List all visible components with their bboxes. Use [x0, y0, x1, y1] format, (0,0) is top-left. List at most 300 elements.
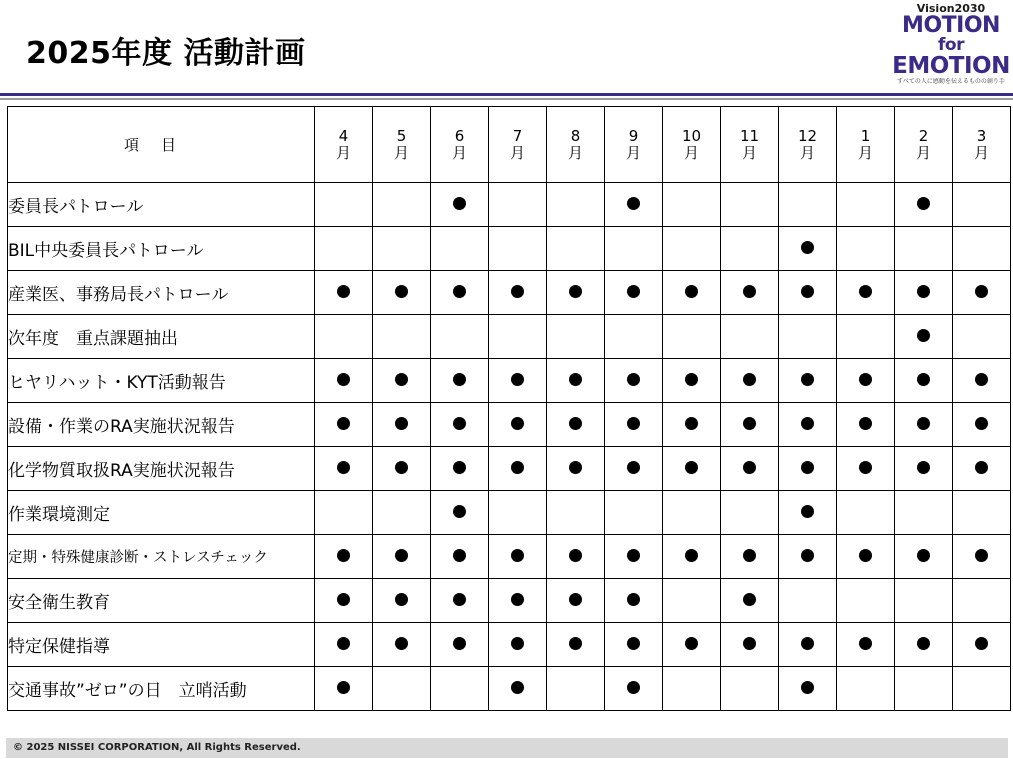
schedule-cell — [315, 271, 373, 315]
month-number: 1 — [860, 126, 871, 145]
schedule-cell — [779, 271, 837, 315]
scheduled-dot-icon — [801, 637, 814, 650]
schedule-cell — [431, 491, 489, 535]
scheduled-dot-icon — [569, 637, 582, 650]
copyright-footer: © 2025 NISSEI CORPORATION, All Rights Reserved. — [6, 738, 1008, 758]
scheduled-dot-icon — [627, 461, 640, 474]
schedule-cell — [605, 403, 663, 447]
schedule-cell — [489, 579, 547, 623]
schedule-cell — [837, 183, 895, 227]
activity-label: 交通事故”ゼロ”の日 立哨活動 — [8, 667, 315, 711]
schedule-cell — [431, 359, 489, 403]
activity-label: 化学物質取扱RA実施状況報告 — [8, 447, 315, 491]
scheduled-dot-icon — [453, 285, 466, 298]
scheduled-dot-icon — [337, 593, 350, 606]
scheduled-dot-icon — [975, 637, 988, 650]
schedule-cell — [605, 183, 663, 227]
schedule-cell — [489, 403, 547, 447]
schedule-cell — [895, 271, 953, 315]
scheduled-dot-icon — [511, 417, 524, 430]
schedule-cell — [721, 315, 779, 359]
scheduled-dot-icon — [395, 285, 408, 298]
schedule-cell — [315, 183, 373, 227]
header-divider-secondary — [0, 98, 1013, 100]
schedule-cell — [489, 227, 547, 271]
schedule-cell — [895, 447, 953, 491]
scheduled-dot-icon — [859, 373, 872, 386]
schedule-cell — [373, 535, 431, 579]
month-unit: 月 — [799, 143, 815, 162]
schedule-cell — [663, 491, 721, 535]
scheduled-dot-icon — [627, 417, 640, 430]
schedule-cell — [895, 491, 953, 535]
schedule-cell — [953, 447, 1011, 491]
schedule-cell — [953, 183, 1011, 227]
header-divider — [0, 93, 1013, 96]
scheduled-dot-icon — [743, 285, 756, 298]
table-row — [8, 667, 1011, 711]
logo-vision-text: Vision2030 — [916, 2, 986, 15]
schedule-cell — [721, 271, 779, 315]
activity-label: 定期・特殊健康診断・ストレスチェック — [8, 535, 315, 579]
schedule-cell — [895, 359, 953, 403]
scheduled-dot-icon — [917, 329, 930, 342]
schedule-cell — [489, 183, 547, 227]
schedule-cell — [547, 579, 605, 623]
schedule-cell — [837, 315, 895, 359]
month-number: 9 — [628, 126, 639, 145]
month-number: 3 — [976, 126, 987, 145]
month-unit: 月 — [683, 143, 699, 162]
table-row — [8, 183, 1011, 227]
schedule-cell — [895, 403, 953, 447]
schedule-cell — [721, 491, 779, 535]
scheduled-dot-icon — [395, 461, 408, 474]
activity-label: 産業医、事務局長パトロール — [8, 271, 315, 315]
scheduled-dot-icon — [685, 549, 698, 562]
schedule-cell — [373, 447, 431, 491]
table-header-row — [8, 107, 1011, 183]
scheduled-dot-icon — [801, 549, 814, 562]
scheduled-dot-icon — [453, 593, 466, 606]
table-row — [8, 315, 1011, 359]
scheduled-dot-icon — [743, 549, 756, 562]
logo-tagline: すべての人に感動を伝えるものの創り手 — [897, 78, 1005, 85]
month-header — [953, 107, 1011, 183]
scheduled-dot-icon — [395, 417, 408, 430]
item-column-header: 項目 — [8, 107, 315, 183]
schedule-cell — [547, 271, 605, 315]
scheduled-dot-icon — [569, 417, 582, 430]
schedule-cell — [895, 667, 953, 711]
schedule-cell — [431, 227, 489, 271]
schedule-cell — [779, 183, 837, 227]
scheduled-dot-icon — [627, 593, 640, 606]
month-unit: 月 — [973, 143, 989, 162]
scheduled-dot-icon — [627, 197, 640, 210]
scheduled-dot-icon — [453, 505, 466, 518]
month-number: 2 — [918, 126, 929, 145]
scheduled-dot-icon — [627, 549, 640, 562]
scheduled-dot-icon — [337, 637, 350, 650]
table-row — [8, 271, 1011, 315]
month-number: 7 — [512, 126, 523, 145]
scheduled-dot-icon — [859, 461, 872, 474]
month-header — [373, 107, 431, 183]
schedule-cell — [837, 667, 895, 711]
scheduled-dot-icon — [337, 549, 350, 562]
month-unit: 月 — [393, 143, 409, 162]
scheduled-dot-icon — [337, 681, 350, 694]
schedule-cell — [489, 623, 547, 667]
schedule-cell — [953, 491, 1011, 535]
table-row — [8, 535, 1011, 579]
logo-emotion-text: EMOTION — [892, 53, 1010, 79]
schedule-cell — [489, 315, 547, 359]
month-number: 8 — [570, 126, 581, 145]
scheduled-dot-icon — [337, 373, 350, 386]
schedule-cell — [663, 447, 721, 491]
schedule-cell — [663, 667, 721, 711]
schedule-cell — [779, 447, 837, 491]
month-number: 10 — [681, 126, 702, 145]
scheduled-dot-icon — [975, 373, 988, 386]
scheduled-dot-icon — [917, 549, 930, 562]
schedule-cell — [837, 623, 895, 667]
company-logo — [892, 2, 1010, 86]
schedule-cell — [547, 227, 605, 271]
scheduled-dot-icon — [511, 593, 524, 606]
schedule-cell — [315, 315, 373, 359]
scheduled-dot-icon — [337, 285, 350, 298]
schedule-cell — [779, 623, 837, 667]
schedule-cell — [605, 227, 663, 271]
scheduled-dot-icon — [511, 373, 524, 386]
schedule-cell — [953, 227, 1011, 271]
schedule-cell — [315, 491, 373, 535]
schedule-cell — [547, 183, 605, 227]
schedule-cell — [837, 579, 895, 623]
scheduled-dot-icon — [511, 461, 524, 474]
schedule-cell — [895, 183, 953, 227]
schedule-cell — [721, 227, 779, 271]
schedule-cell — [547, 403, 605, 447]
activity-label: 特定保健指導 — [8, 623, 315, 667]
schedule-cell — [315, 667, 373, 711]
schedule-cell — [315, 579, 373, 623]
month-unit: 月 — [625, 143, 641, 162]
activity-label: 作業環境測定 — [8, 491, 315, 535]
schedule-cell — [373, 667, 431, 711]
schedule-cell — [953, 271, 1011, 315]
schedule-cell — [489, 667, 547, 711]
month-header — [895, 107, 953, 183]
schedule-cell — [953, 359, 1011, 403]
page-title: 2025年度 活動計画 — [26, 36, 306, 71]
scheduled-dot-icon — [337, 417, 350, 430]
schedule-cell — [663, 227, 721, 271]
scheduled-dot-icon — [453, 373, 466, 386]
schedule-cell — [779, 491, 837, 535]
month-number: 4 — [338, 126, 349, 145]
scheduled-dot-icon — [801, 241, 814, 254]
schedule-cell — [605, 491, 663, 535]
month-unit: 月 — [335, 143, 351, 162]
scheduled-dot-icon — [975, 417, 988, 430]
schedule-cell — [895, 315, 953, 359]
logo-for-text: for — [938, 35, 964, 55]
month-header — [489, 107, 547, 183]
schedule-cell — [663, 183, 721, 227]
schedule-cell — [663, 359, 721, 403]
schedule-cell — [721, 183, 779, 227]
schedule-cell — [837, 535, 895, 579]
schedule-cell — [431, 623, 489, 667]
scheduled-dot-icon — [743, 417, 756, 430]
schedule-cell — [489, 535, 547, 579]
scheduled-dot-icon — [569, 285, 582, 298]
schedule-cell — [837, 359, 895, 403]
schedule-cell — [547, 447, 605, 491]
schedule-cell — [721, 447, 779, 491]
schedule-cell — [953, 623, 1011, 667]
schedule-cell — [373, 183, 431, 227]
scheduled-dot-icon — [511, 637, 524, 650]
schedule-cell — [315, 447, 373, 491]
scheduled-dot-icon — [453, 197, 466, 210]
schedule-cell — [605, 667, 663, 711]
scheduled-dot-icon — [453, 417, 466, 430]
month-header — [663, 107, 721, 183]
schedule-cell — [663, 315, 721, 359]
scheduled-dot-icon — [395, 549, 408, 562]
schedule-cell — [663, 403, 721, 447]
activity-plan-table — [7, 106, 1011, 711]
scheduled-dot-icon — [743, 637, 756, 650]
scheduled-dot-icon — [685, 417, 698, 430]
activity-label: 安全衛生教育 — [8, 579, 315, 623]
scheduled-dot-icon — [859, 637, 872, 650]
scheduled-dot-icon — [917, 461, 930, 474]
scheduled-dot-icon — [743, 373, 756, 386]
schedule-cell — [605, 447, 663, 491]
schedule-cell — [721, 623, 779, 667]
month-number: 6 — [454, 126, 465, 145]
schedule-cell — [489, 491, 547, 535]
schedule-cell — [547, 359, 605, 403]
schedule-cell — [663, 271, 721, 315]
schedule-cell — [547, 491, 605, 535]
scheduled-dot-icon — [685, 373, 698, 386]
schedule-cell — [373, 271, 431, 315]
table-row — [8, 579, 1011, 623]
schedule-cell — [431, 403, 489, 447]
activity-label: ヒヤリハット・KYT活動報告 — [8, 359, 315, 403]
scheduled-dot-icon — [627, 681, 640, 694]
schedule-cell — [547, 667, 605, 711]
month-header — [779, 107, 837, 183]
schedule-cell — [605, 623, 663, 667]
schedule-cell — [953, 579, 1011, 623]
schedule-cell — [315, 403, 373, 447]
scheduled-dot-icon — [859, 417, 872, 430]
scheduled-dot-icon — [685, 461, 698, 474]
schedule-cell — [837, 227, 895, 271]
scheduled-dot-icon — [627, 373, 640, 386]
scheduled-dot-icon — [801, 505, 814, 518]
scheduled-dot-icon — [395, 593, 408, 606]
activity-label: 次年度 重点課題抽出 — [8, 315, 315, 359]
schedule-cell — [663, 579, 721, 623]
schedule-cell — [373, 227, 431, 271]
schedule-cell — [431, 315, 489, 359]
schedule-cell — [373, 359, 431, 403]
scheduled-dot-icon — [975, 549, 988, 562]
schedule-cell — [895, 623, 953, 667]
schedule-cell — [779, 667, 837, 711]
schedule-cell — [953, 315, 1011, 359]
schedule-cell — [663, 535, 721, 579]
scheduled-dot-icon — [511, 681, 524, 694]
schedule-cell — [605, 359, 663, 403]
schedule-cell — [953, 535, 1011, 579]
schedule-cell — [373, 579, 431, 623]
schedule-cell — [895, 227, 953, 271]
schedule-cell — [953, 667, 1011, 711]
schedule-cell — [547, 535, 605, 579]
schedule-cell — [315, 623, 373, 667]
scheduled-dot-icon — [801, 461, 814, 474]
schedule-cell — [373, 403, 431, 447]
activity-label: 設備・作業のRA実施状況報告 — [8, 403, 315, 447]
scheduled-dot-icon — [627, 637, 640, 650]
scheduled-dot-icon — [801, 373, 814, 386]
table-row — [8, 227, 1011, 271]
scheduled-dot-icon — [917, 417, 930, 430]
schedule-cell — [489, 359, 547, 403]
schedule-cell — [547, 315, 605, 359]
schedule-cell — [779, 403, 837, 447]
scheduled-dot-icon — [569, 549, 582, 562]
scheduled-dot-icon — [511, 549, 524, 562]
schedule-cell — [779, 579, 837, 623]
schedule-cell — [431, 271, 489, 315]
schedule-cell — [895, 535, 953, 579]
table-row — [8, 491, 1011, 535]
activity-label: 委員長パトロール — [8, 183, 315, 227]
schedule-cell — [779, 315, 837, 359]
month-unit: 月 — [741, 143, 757, 162]
schedule-cell — [431, 579, 489, 623]
schedule-cell — [721, 535, 779, 579]
table-row — [8, 359, 1011, 403]
month-header — [547, 107, 605, 183]
schedule-cell — [721, 403, 779, 447]
schedule-cell — [779, 359, 837, 403]
logo-motion-text: MOTION — [902, 13, 1000, 38]
schedule-cell — [605, 315, 663, 359]
month-number: 5 — [396, 126, 407, 145]
month-unit: 月 — [567, 143, 583, 162]
month-unit: 月 — [509, 143, 525, 162]
table-row — [8, 403, 1011, 447]
schedule-cell — [315, 535, 373, 579]
schedule-cell — [315, 227, 373, 271]
schedule-cell — [721, 359, 779, 403]
scheduled-dot-icon — [685, 637, 698, 650]
month-number: 12 — [797, 126, 818, 145]
schedule-cell — [605, 535, 663, 579]
scheduled-dot-icon — [801, 285, 814, 298]
scheduled-dot-icon — [743, 461, 756, 474]
scheduled-dot-icon — [917, 285, 930, 298]
schedule-cell — [431, 667, 489, 711]
scheduled-dot-icon — [859, 549, 872, 562]
scheduled-dot-icon — [975, 461, 988, 474]
schedule-cell — [779, 535, 837, 579]
month-header — [605, 107, 663, 183]
table-row — [8, 623, 1011, 667]
schedule-cell — [489, 447, 547, 491]
scheduled-dot-icon — [453, 461, 466, 474]
scheduled-dot-icon — [917, 637, 930, 650]
schedule-cell — [489, 271, 547, 315]
schedule-cell — [605, 579, 663, 623]
schedule-cell — [895, 579, 953, 623]
scheduled-dot-icon — [859, 285, 872, 298]
scheduled-dot-icon — [337, 461, 350, 474]
schedule-cell — [373, 491, 431, 535]
schedule-cell — [605, 271, 663, 315]
schedule-cell — [837, 271, 895, 315]
scheduled-dot-icon — [743, 593, 756, 606]
schedule-cell — [431, 447, 489, 491]
schedule-cell — [721, 579, 779, 623]
scheduled-dot-icon — [917, 197, 930, 210]
schedule-cell — [373, 315, 431, 359]
scheduled-dot-icon — [627, 285, 640, 298]
scheduled-dot-icon — [975, 285, 988, 298]
schedule-cell — [837, 403, 895, 447]
schedule-cell — [373, 623, 431, 667]
scheduled-dot-icon — [569, 373, 582, 386]
month-header — [837, 107, 895, 183]
scheduled-dot-icon — [453, 549, 466, 562]
schedule-cell — [431, 535, 489, 579]
month-unit: 月 — [451, 143, 467, 162]
schedule-cell — [837, 491, 895, 535]
scheduled-dot-icon — [395, 637, 408, 650]
schedule-cell — [837, 447, 895, 491]
schedule-cell — [315, 359, 373, 403]
schedule-cell — [431, 183, 489, 227]
scheduled-dot-icon — [801, 681, 814, 694]
scheduled-dot-icon — [395, 373, 408, 386]
month-header — [315, 107, 373, 183]
scheduled-dot-icon — [569, 461, 582, 474]
scheduled-dot-icon — [917, 373, 930, 386]
scheduled-dot-icon — [801, 417, 814, 430]
activity-label: BIL中央委員長パトロール — [8, 227, 315, 271]
month-header — [431, 107, 489, 183]
schedule-cell — [547, 623, 605, 667]
month-header — [721, 107, 779, 183]
schedule-cell — [779, 227, 837, 271]
schedule-cell — [721, 667, 779, 711]
scheduled-dot-icon — [511, 285, 524, 298]
table-body — [8, 183, 1011, 711]
month-unit: 月 — [857, 143, 873, 162]
